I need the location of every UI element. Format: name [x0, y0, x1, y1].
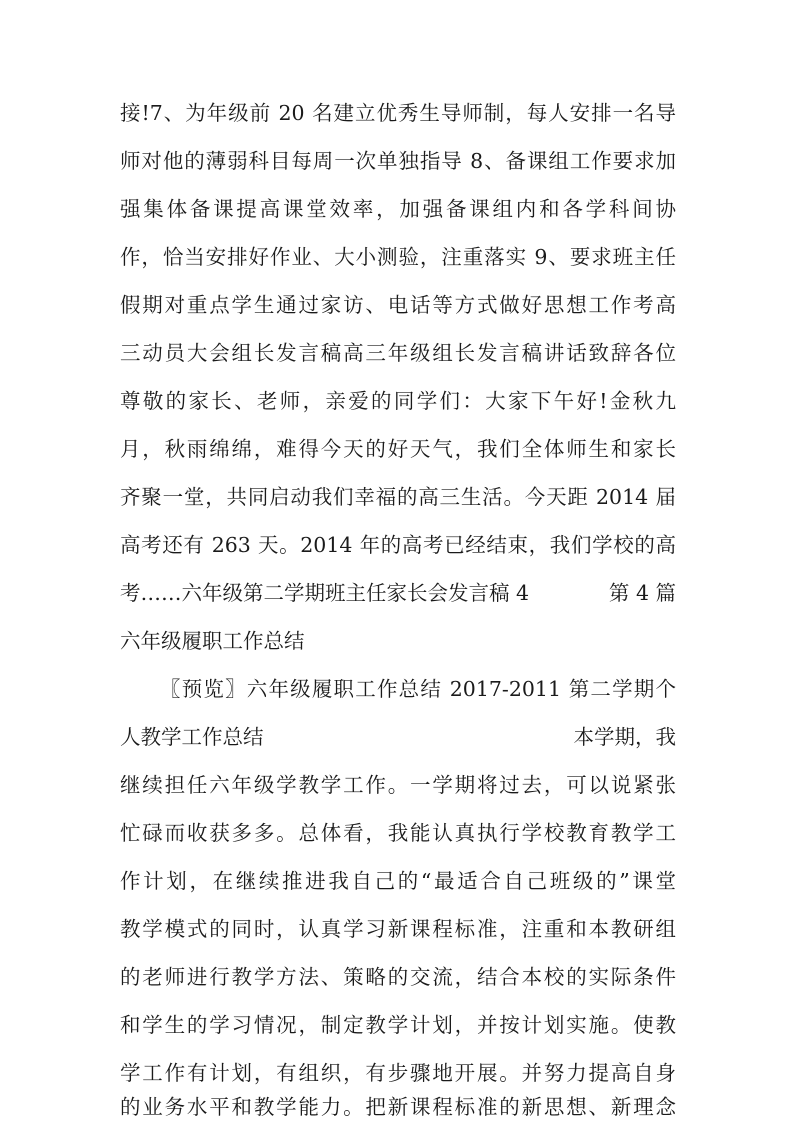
text-line: 接!7、为年级前 20 名建立优秀生导师制，每人安排一名导 — [120, 101, 676, 125]
section-heading: 第 4 篇 — [608, 581, 676, 605]
section-title: 六年级履职工作总结 — [120, 629, 305, 653]
text-fragment: 人教学工作总结 — [120, 725, 264, 749]
text-fragment: 考……六年级第二学期班主任家长会发言稿 4 — [120, 581, 530, 605]
text-line: 高考还有 263 天。2014 年的高考已经结束，我们学校的高 — [120, 533, 676, 557]
text-line: 忙碌而收获多多。总体看，我能认真执行学校教育教学工 — [120, 821, 676, 845]
text-line-split — [120, 721, 676, 753]
text-line: 和学生的学习情况，制定教学计划，并按计划实施。使教 — [120, 1013, 676, 1037]
text-fragment: 本学期，我 — [573, 725, 676, 749]
text-line: 学工作有计划，有组织，有步骤地开展。并努力提高自身 — [120, 1061, 676, 1085]
text-line: 的老师进行教学方法、策略的交流，结合本校的实际条件 — [120, 965, 676, 989]
text-line: 强集体备课提高课堂效率，加强备课组内和各学科间协 — [120, 197, 676, 221]
text-line: 继续担任六年级学教学工作。一学期将过去，可以说紧张 — [120, 773, 676, 797]
text-line: 三动员大会组长发言稿高三年级组长发言稿讲话致辞各位 — [120, 341, 676, 365]
text-line: 作，恰当安排好作业、大小测验，注重落实 9、要求班主任 — [120, 245, 676, 269]
preview-line: 〖预览〗六年级履职工作总结 2017-2011 第二学期个 — [160, 677, 676, 701]
text-line: 教学模式的同时，认真学习新课程标准，注重和本教研组 — [120, 917, 676, 941]
text-line: 的业务水平和教学能力。把新课程标准的新思想、新理念 — [120, 1095, 676, 1119]
text-line: 尊敬的家长、老师，亲爱的同学们：大家下午好!金秋九 — [120, 389, 676, 413]
text-line: 齐聚一堂，共同启动我们幸福的高三生活。今天距 2014 届 — [120, 485, 676, 509]
text-line-split — [120, 577, 676, 609]
text-line: 作计划，在继续推进我自己的“最适合自己班级的”课堂 — [120, 869, 676, 893]
text-line: 假期对重点学生通过家访、电话等方式做好思想工作考高 — [120, 293, 676, 317]
text-line: 月，秋雨绵绵，难得今天的好天气，我们全体师生和家长 — [120, 437, 676, 461]
text-line: 师对他的薄弱科目每周一次单独指导 8、备课组工作要求加 — [120, 149, 676, 173]
